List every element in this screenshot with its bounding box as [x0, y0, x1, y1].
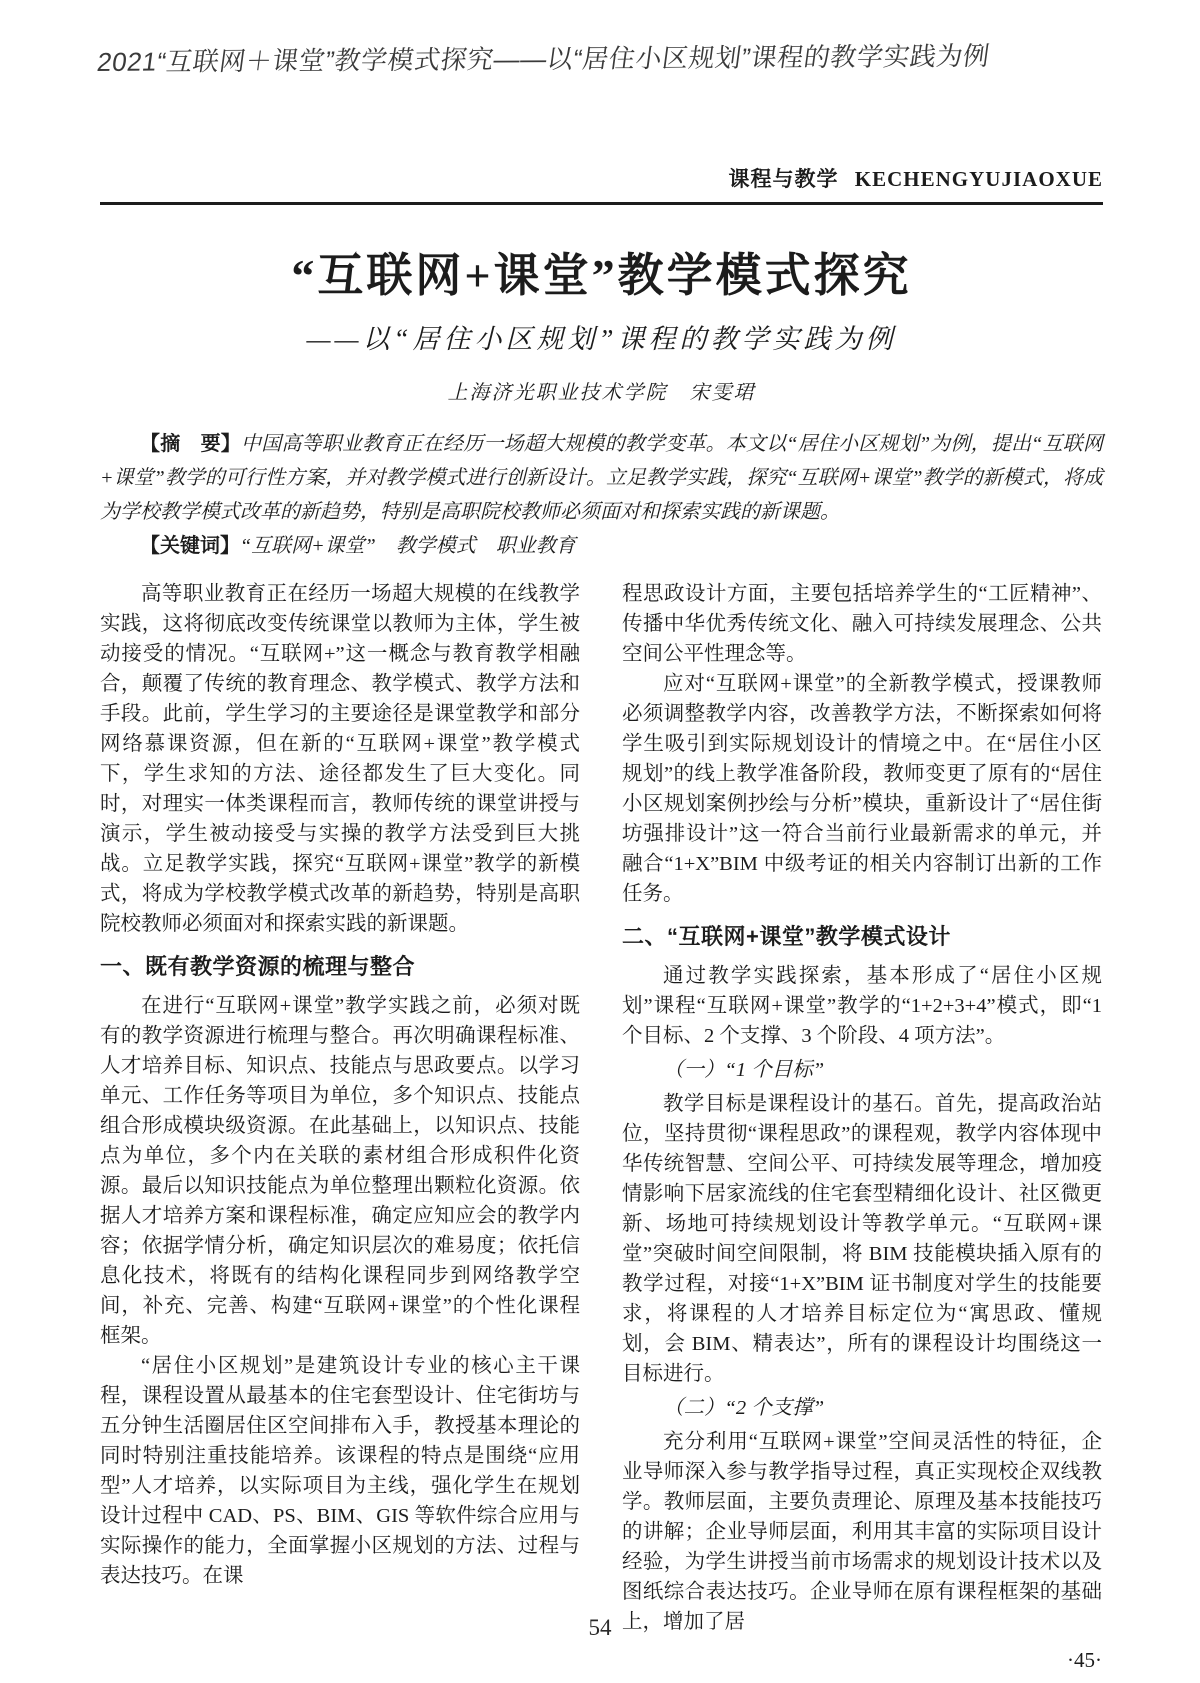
keywords-text: “互联网+课堂” 教学模式 职业教育	[240, 535, 576, 557]
body-paragraph: 应对“互联网+课堂”的全新教学模式，授课教师必须调整教学内容，改善教学方法，不断探索如何将学生吸引到实际规划设计的情境之中。在“居住小区规划”的线上教学准备阶段，教师变更了原有的“居住小区规划案例抄绘与分析”模块，重新设计了“居住街坊强排设计”这一符合当前行业最新需求的单元，并融合“1+X”BIM 中级考证的相关内容制订出新的工作任务。	[622, 673, 1102, 905]
left-column	[100, 579, 580, 1675]
abstract-text: 中国高等职业教育正在经历一场超大规模的教学变革。本文以“居住小区规划”为例，提出“互联网+课堂”教学的可行性方案，并对教学模式进行创新设计。立足教学实践，探究“互联网+课堂”教学的新模式，将成为学校教学模式改革的新趋势，特别是高职院校教师必须面对和探索实践的新课题。	[100, 433, 1104, 523]
keywords-paragraph	[100, 529, 1103, 563]
section-label-chinese: 课程与教学	[728, 168, 839, 191]
keywords-label: 【关键词】	[140, 535, 240, 557]
subsection-heading-2: （二）“2 个支撑”	[663, 1397, 825, 1419]
journal-section-label	[100, 163, 1103, 193]
section-heading-2: 二、“互联网+课堂”教学模式设计	[622, 924, 951, 949]
section-label-pinyin: KECHENGYUJIAOXUE	[854, 167, 1103, 191]
article-subtitle: ——以“居住小区规划”课程的教学实践为例	[306, 324, 897, 354]
body-paragraph: 在进行“互联网+课堂”教学实践之前，必须对既有的教学资源进行梳理与整合。再次明确课程标准、人才培养目标、知识点、技能点与思政要点。以学习单元、工作任务等项目为单位，多个知识点、技能点组合形成模块级资源。在此基础上，以知识点、技能点为单位，多个内在关联的素材组合形成积件化资源。最后以知识技能点为单位整理出颗粒化资源。依据人才培养方案和课程标准，确定应知应会的教学内容；依据学情分析，确定知识层次的难易度；依托信息化技术，将既有的结构化课程同步到网络教学空间，补充、完善、构建“互联网+课堂”的个性化课程框架。	[100, 995, 580, 1347]
body-paragraph: “居住小区规划”是建筑设计专业的核心主干课程，课程设置从最基本的住宅套型设计、住宅街坊与五分钟生活圈居住区空间排布入手，教授基本理论的同时特别注重技能培养。该课程的特点是围绕“应用型”人才培养，以实际项目为主线，强化学生在规划设计过程中 CAD、PS、BIM、GIS 等软件综合应用与实际操作的能力，全面掌握小区规划的方法、过程与表达技巧。在课	[100, 1355, 580, 1587]
author-affiliation: 上海济光职业技术学院 宋雯珺	[447, 382, 756, 404]
body-paragraph: 教学目标是课程设计的基石。首先，提高政治站位，坚持贯彻“课程思政”的课程观，教学内容体现中华传统智慧、空间公平、可持续发展等理念，增加疫情影响下居家流线的住宅套型精细化设计、社区微更新、场地可持续规划设计等教学单元。“互联网+课堂”突破时间空间限制，将 BIM 技能模块插入原有的教学过程，对接“1+X”BIM 证书制度对学生的技能要求，将课程的人才培养目标定位为“寓思政、懂规划，会 BIM、精表达”，所有的课程设计均围绕这一目标进行。	[622, 1093, 1102, 1385]
section-heading-1: 一、既有教学资源的梳理与整合	[100, 954, 416, 979]
body-paragraph-continuation: 程思政设计方面，主要包括培养学生的“工匠精神”、传播中华优秀传统文化、融入可持续发展理念、公共空间公平性理念等。	[622, 583, 1102, 665]
subsection-heading-1: （一）“1 个目标”	[663, 1059, 825, 1081]
scan-page-number: 54	[588, 1615, 612, 1640]
article-title: “互联网+课堂”教学模式探究	[291, 250, 912, 301]
body-paragraph: 通过教学实践探索，基本形成了“居住小区规划”课程“互联网+课堂”教学的“1+2+3+4”模式，即“1 个目标、2 个支撑、3 个阶段、4 项方法”。	[622, 965, 1102, 1047]
scanned-paper-page	[95, 0, 1104, 1675]
body-paragraph: 高等职业教育正在经历一场超大规模的在线教学实践，这将彻底改变传统课堂以教师为主体，学生被动接受的情况。“互联网+”这一概念与教育教学相融合，颠覆了传统的教育理念、教学模式、教学方法和手段。此前，学生学习的主要途径是课堂教学和部分网络慕课资源，但在新的“互联网+课堂”教学模式下，学生求知的方法、途径都发生了巨大变化。同时，对理实一体类课程而言，教师传统的课堂讲授与演示，学生被动接受与实操的教学方法受到巨大挑战。立足教学实践，探究“互联网+课堂”教学的新模式，将成为学校教学模式改革的新趋势，特别是高职院校教师必须面对和探索实践的新课题。	[100, 583, 580, 935]
two-column-body	[100, 579, 1103, 1675]
article-page-marker: ·45·	[1067, 1648, 1102, 1672]
right-column	[622, 579, 1102, 1675]
running-head: 2021“互联网＋课堂”教学模式探究——以“居住小区规划”课程的教学实践为例	[95, 40, 992, 77]
abstract-label: 【摘 要】	[140, 433, 242, 455]
abstract-paragraph	[100, 427, 1103, 529]
header-divider-rule	[100, 202, 1103, 205]
body-paragraph: 充分利用“互联网+课堂”空间灵活性的特征，企业导师深入参与教学指导过程，真正实现校企双线教学。教师层面，主要负责理论、原理及基本技能技巧的讲解；企业导师层面，利用其丰富的实际项目设计经验，为学生讲授当前市场需求的规划设计技术以及图纸综合表达技巧。企业导师在原有课程框架的基础上，增加了居	[622, 1431, 1102, 1633]
